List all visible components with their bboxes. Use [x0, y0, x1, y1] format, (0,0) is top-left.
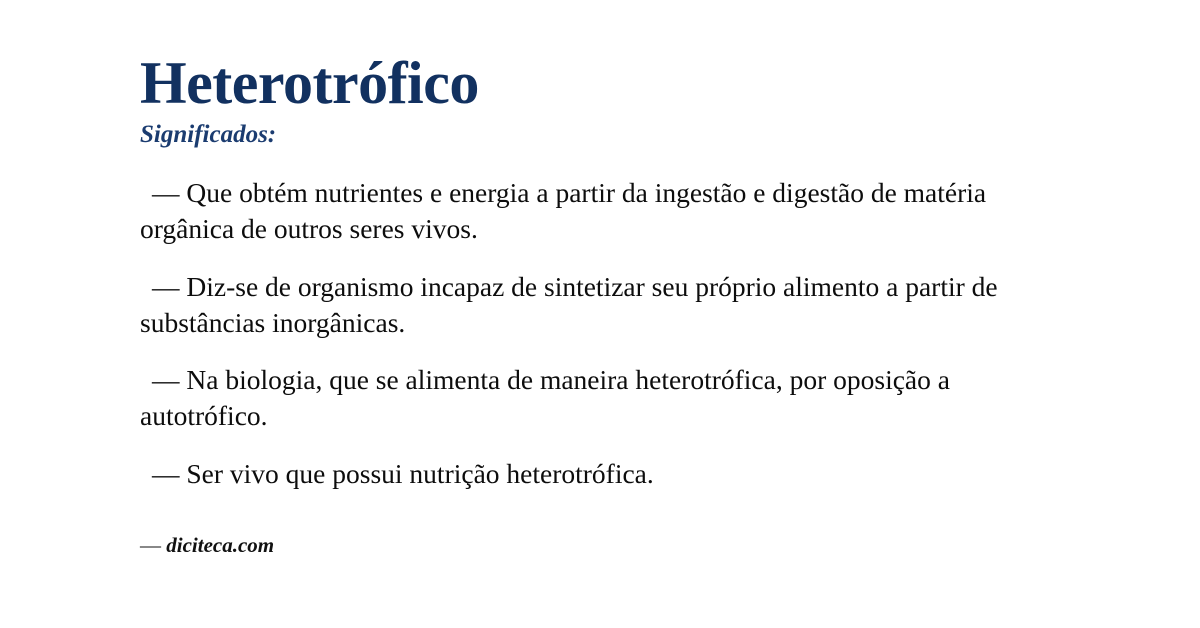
list-item: — Ser vivo que possui nutrição heterotrófica.	[152, 457, 654, 489]
source-name: diciteca.com	[166, 533, 275, 557]
list-item: — Na biologia, que se alimenta de maneira heterotrófica, por oposição a autotrófico.	[140, 364, 950, 432]
list-item: — Diz-se de organismo incapaz de sintetizar seu próprio alimento a partir de substâncias inorgânicas.	[140, 270, 998, 338]
source-attribution	[140, 533, 274, 558]
source-dash: —	[140, 533, 161, 557]
list-item: — Que obtém nutrientes e energia a partir da ingestão e digestão de matéria orgânica de outros seres vivos.	[140, 177, 987, 245]
meanings-label: Significados:	[140, 121, 277, 148]
definitions-list	[140, 175, 1060, 492]
page-title: Heterotrófico	[140, 50, 479, 116]
